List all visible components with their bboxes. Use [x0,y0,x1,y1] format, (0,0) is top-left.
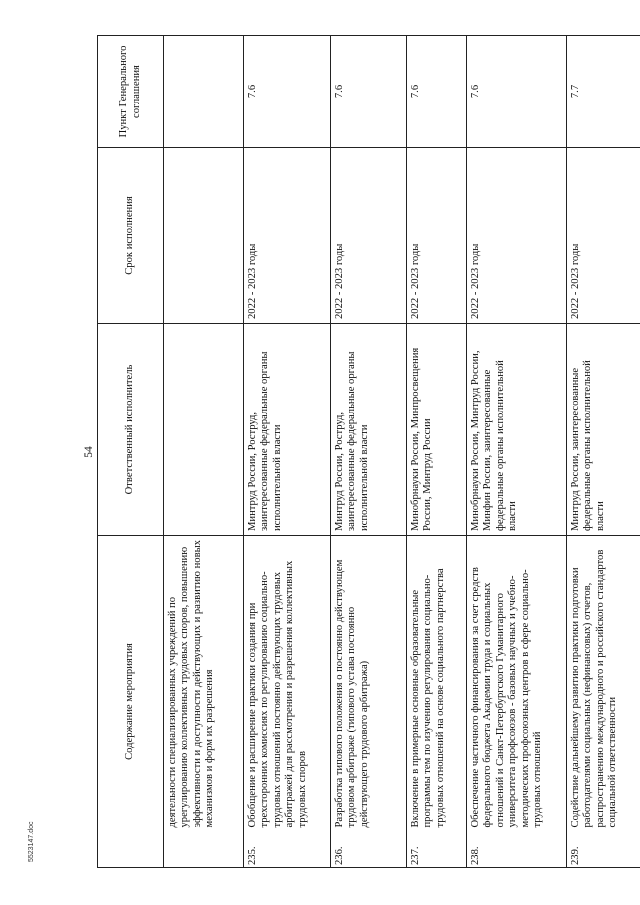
row-number: 238. [467,832,567,868]
row-number: 235. [244,832,331,868]
row-content: Обобщение и расширение практики создания при трехсторонних комиссиях по регулированию социально-трудовых отношений постоянно действующих трудовых арбитражей для рассмотрения и разрешения коллективных трудовых споров [244,536,331,832]
table-row [244,36,331,868]
row-content: Включение в примерные основные образовательные программы тем по изучению регулирования социально-трудовых отношений на основе социального партнерства [407,536,467,832]
executor-empty [164,324,244,536]
deadline-empty [164,148,244,324]
measures-table [97,35,640,868]
row-executor: Минтруд России, заинтересованные федеральные органы исполнительной власти [567,324,640,536]
table-row-continuation [164,36,244,868]
row-executor: Минобрнауки России, Минтруд России, Минфин России, заинтересованные федеральные органы исполнительной власти [467,324,567,536]
row-point: 7.6 [407,36,467,148]
row-number: 236. [331,832,407,868]
row-point: 7.6 [331,36,407,148]
table-row [567,36,640,868]
rotated-content [83,36,640,868]
header-point: Пункт Генерального соглашения [98,36,164,148]
row-deadline: 2022 - 2023 годы [244,148,331,324]
continuation-text: деятельности специализированных учреждений по урегулированию коллективных трудовых споров, повышению эффективности и доступности действующих и развитию новых механизмов и форм их разрешения [164,536,244,832]
row-deadline: 2022 - 2023 годы [331,148,407,324]
table-header-row [98,36,164,868]
row-content: Разработка типового положения о постоянно действующем трудовом арбитраже (типового устава постоянно действующего трудового арбитража) [331,536,407,832]
row-deadline: 2022 - 2023 годы [567,148,640,324]
row-point: 7.6 [244,36,331,148]
point-empty [164,36,244,148]
file-name-note: 5523147.doc [28,821,35,862]
row-number: 239. [567,832,640,868]
row-executor: Минтруд России, Роструд, заинтересованные федеральные органы исполнительной власти [244,324,331,536]
table-row [331,36,407,868]
row-point: 7.6 [467,36,567,148]
row-executor: Минобрнауки России, Минпросвещения России, Минтруд России [407,324,467,536]
row-deadline: 2022 - 2023 годы [467,148,567,324]
row-number: 237. [407,832,467,868]
header-deadline: Срок исполнения [98,148,164,324]
row-point: 7.7 [567,36,640,148]
row-content: Обеспечение частичного финансирования за счет средств федерального бюджета Академии труда и социальных отношений и Санкт-Петербургского Гуманитарного университета профсоюзов - базовых научных и учебно-методических профсоюзных центров в сфере социально-трудовых отношений [467,536,567,832]
header-executor: Ответственный исполнитель [98,324,164,536]
row-executor: Минтруд России, Роструд, заинтересованные федеральные органы исполнительной власти [331,324,407,536]
row-deadline: 2022 - 2023 годы [407,148,467,324]
header-content: Содержание мероприятия [98,536,164,868]
row-number-empty [164,832,244,868]
row-content: Содействие дальнейшему развитию практики подготовки работодателями социальных (нефинансовых) отчетов, распространению международного и российского стандартов социальной ответственности [567,536,640,832]
page-number: 54 [83,446,95,458]
table-row [407,36,467,868]
table-row [467,36,567,868]
